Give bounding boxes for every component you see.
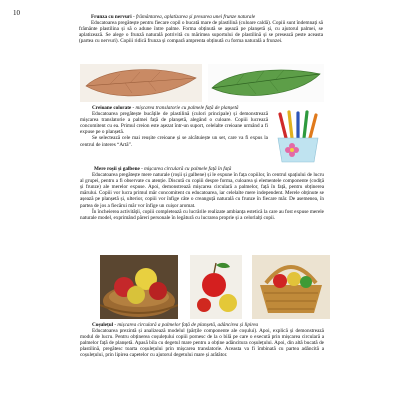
photo-plasticine-leaf bbox=[80, 64, 202, 102]
page-number: 10 bbox=[13, 9, 20, 17]
paragraph: În încheierea activității, copiii completează cu lucrările realizate ambianța estetică la care au fost expuse merele naturale model, exprimând păreri personale în legătură cu lucrarea proprie și a celorlalți copii. bbox=[80, 208, 324, 221]
section-title: Coșulețul bbox=[92, 322, 114, 328]
section-cosulet bbox=[80, 322, 324, 359]
paragraph: Educatoarea pregătește bucățile de plastilină (culori principale) și demonstrează mișcarea translatorie a palmei față de planșetă, alegând o culoare. Copiii lucrează concomitent cu ea. Primul creion este așezat într-un suport, celelalte creioane urmând a fi expuse pe o planșetă. bbox=[80, 111, 268, 136]
photo-plasticine-basket bbox=[252, 255, 330, 319]
section-frunza bbox=[79, 14, 323, 44]
section-subtitle: - frământarea, aplatizarea și presarea unei frunze naturale bbox=[131, 14, 256, 20]
section-mere bbox=[80, 166, 324, 221]
section-title: Creioane colorate bbox=[92, 105, 132, 111]
paragraph: Educatoarea pregătește mere naturale (roșii și galbene) și le expune în fața copiilor, în centrul spațiului de lucru al grupei, pentru a fi observate cu atenție. Discută cu copiii despre forma, culoarea și elementele componente (codiță și frunze) ale merelor expuse. Apoi, demonstrează mișcarea circulară a palmelor, față în față, pentru obținerea mărului. Copiii vor lucra primul măr concomitent cu educatoarea, iar celelalte mere independent. Merele obținute se așează pe planșetă și, ulterior, copiii vor înfige câte o creanguță naturală cu frunze în fiecare măr. De asemenea, în partea de jos a fiecărui măr vor înfige un cuișor aromat. bbox=[80, 172, 324, 209]
section-subtitle: - mișcarea circulară cu palmele față în față bbox=[139, 166, 232, 172]
paragraph: Se selectează cele mai reușite creioane și se alcătuiește un set, care va fi expus la centrul de interes “Artă”. bbox=[80, 135, 268, 148]
photo-natural-leaf bbox=[208, 64, 324, 102]
paragraph: Educatoarea pregătește pentru fiecare copil o bucată mare de plastilină (culoare caldă). Copiii sunt îndemnați să frământe plastilina și să o adune între palme. Forma obținută se așează pe planșetă și, cu ajutorul palmei, se aplatizează. Se alege o frunză naturală potrivită cu mărimea suportului de plastilină și se presează peste aceasta (partea cu nervuri). Copiii ridică frunza și compară amprenta obținută cu forma naturală a frunzei. bbox=[79, 20, 323, 45]
section-creioane bbox=[80, 105, 268, 148]
photo-plasticine-apples bbox=[190, 255, 242, 319]
paragraph: Educatoarea prezintă și analizează modelul (părțile componente ale coșului). Apoi, explică și demonstrează modul de lucru. Pentru obținerea coșulețului copiii pornesc de la o bilă pe care o execută prin mișcarea circulară a palmelor față de planșetă. Apasă bila cu degetul mare pentru a obține adâncitura coșulețului. Apoi, din altă bucată de plastilină, pregătesc toarta coșulețului prin mișcarea translatorie. Aceasta va fi îmbinată cu partea adâncită a coșulețului, prin lipirea capetelor cu ajutorul degetului mare și arătător. bbox=[80, 328, 324, 359]
section-subtitle: - mișcarea circulară a palmelor față de planșetă, adâncirea și lipirea bbox=[113, 322, 259, 328]
section-subtitle: - mișcarea translatorie cu palmele față de planșetă bbox=[131, 105, 239, 111]
section-title: Mere roșii și galbene bbox=[94, 166, 140, 172]
photo-plasticine-pencils bbox=[272, 108, 324, 164]
section-title: Frunza cu nervuri bbox=[91, 14, 132, 20]
photo-real-apples-basket bbox=[100, 255, 178, 319]
